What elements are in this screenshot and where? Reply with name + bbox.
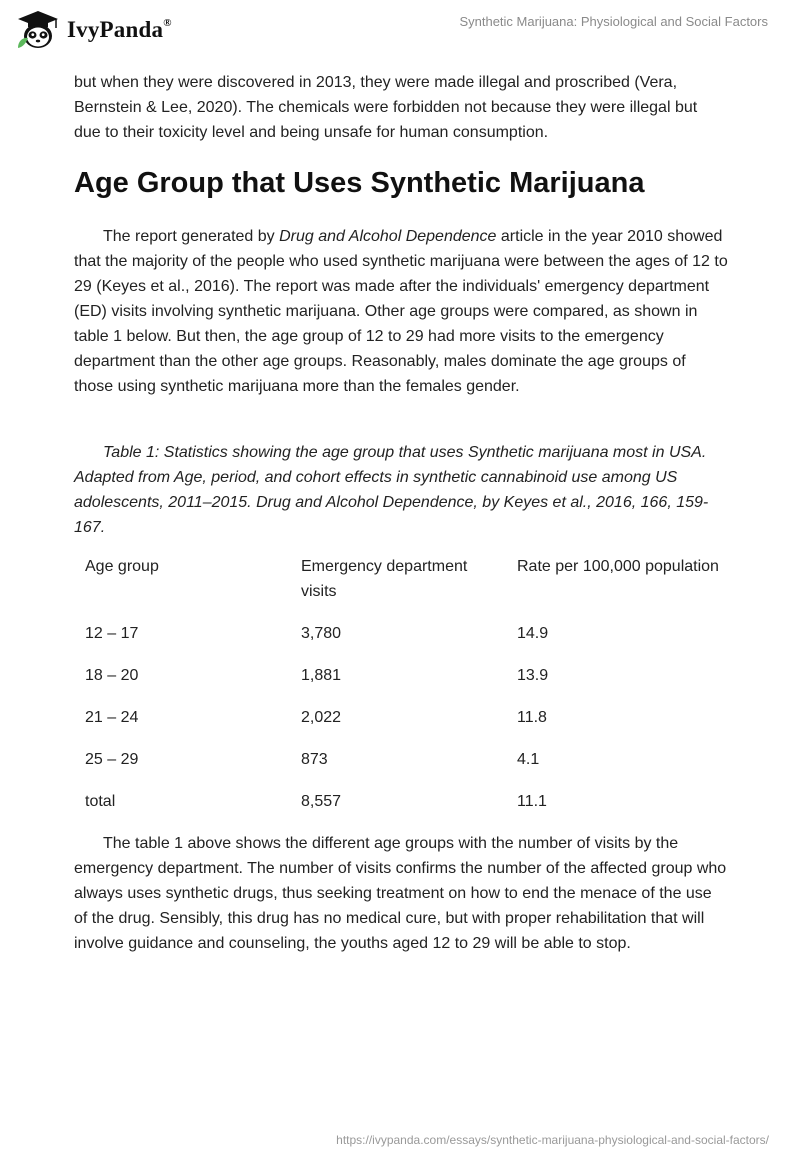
paragraph-after-table: The table 1 above shows the different age groups with the number of visits by the emergency department. The number of visits confirms the number of the affected group who always uses synthetic drugs, thus seeking treatment on how to end the menace of the use of the drug. Sensibly, this drug has no medical cure, but with proper rehabilitation that will involve guidance and counseling, the youths aged 12 to 29 will be able to stop.	[74, 835, 727, 952]
table-cell: 25 – 29	[85, 751, 139, 768]
table-cell: 11.1	[517, 793, 547, 810]
footer-url[interactable]: https://ivypanda.com/essays/synthetic-marijuana-physiological-and-social-factors/	[336, 1133, 769, 1147]
table-row	[74, 789, 722, 829]
table-header-row	[74, 554, 722, 621]
document-title: Synthetic Marijuana: Physiological and Social Factors	[459, 14, 768, 29]
page-header	[0, 0, 800, 62]
article-content	[74, 70, 728, 952]
table-cell: 3,780	[301, 625, 342, 642]
table-cell: 4.1	[517, 751, 540, 768]
table-row	[74, 663, 722, 705]
table-caption: Table 1: Statistics showing the age group that uses Synthetic marijuana most in USA. Adapted from Age, period, and cohort effects in synthetic cannabinoid use among US adolescents, 2011–2015. Drug and Alcohol Dependence, by Keyes et al., 2016, 166, 159-167.	[74, 444, 709, 536]
table-cell: 14.9	[517, 625, 549, 642]
paragraph-top: but when they were discovered in 2013, they were made illegal and proscribed (Vera, Bernstein & Lee, 2020). The chemicals were forbidden not because they were illegal but due to their toxicity level and being unsafe for human consumption.	[74, 74, 698, 141]
section-heading: Age Group that Uses Synthetic Marijuana	[74, 167, 645, 199]
table-row	[74, 747, 722, 789]
table-cell: 12 – 17	[85, 625, 139, 642]
table-row	[74, 621, 722, 663]
table-cell: 11.8	[517, 709, 547, 726]
table-header-cell: Age group	[85, 558, 159, 575]
table-cell: 21 – 24	[85, 709, 139, 726]
table-cell: 2,022	[301, 709, 342, 726]
table-cell: 18 – 20	[85, 667, 139, 684]
table-cell: 873	[301, 751, 328, 768]
table-cell: 13.9	[517, 667, 549, 684]
statistics-table	[74, 554, 722, 829]
table-header-cell: Rate per 100,000 population	[517, 558, 719, 575]
table-cell: total	[85, 793, 116, 810]
table-header-cell: Emergency department visits	[301, 558, 468, 600]
panda-icon	[14, 10, 62, 50]
table-cell: 1,881	[301, 667, 342, 684]
brand-name: IvyPanda®	[67, 17, 172, 42]
table-row	[74, 705, 722, 747]
ivypanda-logo[interactable]	[14, 10, 172, 50]
table-cell: 8,557	[301, 793, 342, 810]
paragraph-intro: The report generated by Drug and Alcohol Dependence article in the year 2010 showed that the majority of the people who used synthetic marijuana were between the ages of 12 to 29 (Keyes et al., 2016). The report was made after the individuals' emergency department (ED) visits involving synthetic marijuana. Other age groups were compared, as shown in table 1 below. But then, the age group of 12 to 29 had more visits to the emergency department than the other age groups. Reasonably, males dominate the age groups of those using synthetic marijuana more than the females gender.	[74, 228, 728, 395]
